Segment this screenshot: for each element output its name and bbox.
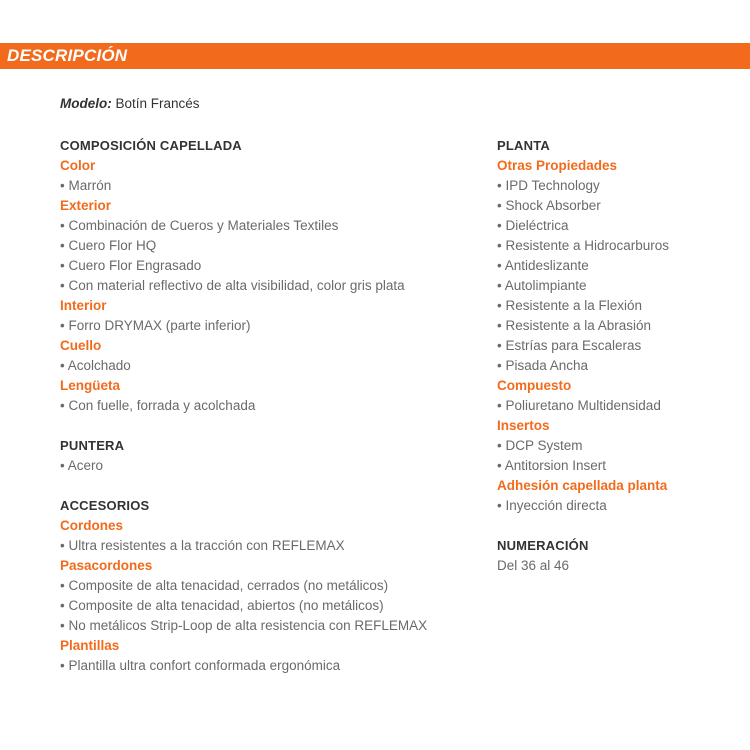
section-heading: NUMERACIÓN	[497, 538, 589, 553]
section-heading: PUNTERA	[60, 438, 125, 453]
subsection-title: Cordones	[60, 518, 124, 533]
left-column	[60, 136, 480, 676]
subsection-title: Interior	[60, 298, 107, 313]
section-spacer	[60, 476, 480, 496]
spec-item: • No metálicos Strip-Loop de alta resistencia con REFLEMAX	[60, 618, 428, 633]
model-value: Botín Francés	[115, 96, 200, 111]
spec-item: • Antitorsion Insert	[497, 458, 607, 473]
spec-item: • Inyección directa	[497, 498, 607, 513]
spec-item: • Estrías para Escaleras	[497, 338, 642, 353]
section-heading: ACCESORIOS	[60, 498, 150, 513]
subsection-title: Adhesión capellada planta	[497, 478, 668, 493]
right-column	[497, 136, 747, 576]
spec-item: • Con material reflectivo de alta visibilidad, color gris plata	[60, 278, 405, 293]
spec-item: • Acero	[60, 458, 103, 473]
spec-item: • Shock Absorber	[497, 198, 601, 213]
spec-section	[60, 496, 480, 676]
spec-item: • Forro DRYMAX (parte inferior)	[60, 318, 251, 333]
spec-item: • Resistente a la Flexión	[497, 298, 643, 313]
subsection-title: Color	[60, 158, 96, 173]
spec-item: • Ultra resistentes a la tracción con REFLEMAX	[60, 538, 345, 553]
spec-section	[497, 536, 747, 576]
subsection-title: Insertos	[497, 418, 550, 433]
spec-item: • Combinación de Cueros y Materiales Textiles	[60, 218, 339, 233]
spec-item: • Poliuretano Multidensidad	[497, 398, 661, 413]
subsection-title: Pasacordones	[60, 558, 153, 573]
model-line	[60, 96, 200, 111]
spec-section	[60, 136, 480, 416]
section-spacer	[60, 416, 480, 436]
model-label: Modelo:	[60, 96, 112, 111]
spec-item: • Plantilla ultra confort conformada ergonómica	[60, 658, 341, 673]
spec-item: • Cuero Flor Engrasado	[60, 258, 202, 273]
spec-item: • Dieléctrica	[497, 218, 569, 233]
spec-item: • Resistente a la Abrasión	[497, 318, 652, 333]
subsection-title: Compuesto	[497, 378, 572, 393]
spec-item: • Cuero Flor HQ	[60, 238, 157, 253]
spec-item: • IPD Technology	[497, 178, 600, 193]
spec-item: Del 36 al 46	[497, 558, 570, 573]
spec-item: • Marrón	[60, 178, 112, 193]
spec-item: • Con fuelle, forrada y acolchada	[60, 398, 256, 413]
spec-item: • Antideslizante	[497, 258, 589, 273]
subsection-title: Lengüeta	[60, 378, 121, 393]
spec-section	[497, 136, 747, 516]
section-heading: COMPOSICIÓN CAPELLADA	[60, 138, 242, 153]
spec-item: • Composite de alta tenacidad, abiertos (no metálicos)	[60, 598, 384, 613]
spec-item: • Composite de alta tenacidad, cerrados (no metálicos)	[60, 578, 389, 593]
subsection-title: Otras Propiedades	[497, 158, 618, 173]
spec-section	[60, 436, 480, 476]
section-heading: PLANTA	[497, 138, 550, 153]
subsection-title: Cuello	[60, 338, 102, 353]
spec-item: • Autolimpiante	[497, 278, 587, 293]
spec-item: • DCP System	[497, 438, 583, 453]
section-spacer	[497, 516, 747, 536]
spec-item: • Resistente a Hidrocarburos	[497, 238, 670, 253]
spec-item: • Acolchado	[60, 358, 131, 373]
spec-item: • Pisada Ancha	[497, 358, 589, 373]
subsection-title: Exterior	[60, 198, 112, 213]
description-banner	[0, 43, 750, 69]
subsection-title: Plantillas	[60, 638, 120, 653]
banner-title: DESCRIPCIÓN	[7, 46, 128, 65]
